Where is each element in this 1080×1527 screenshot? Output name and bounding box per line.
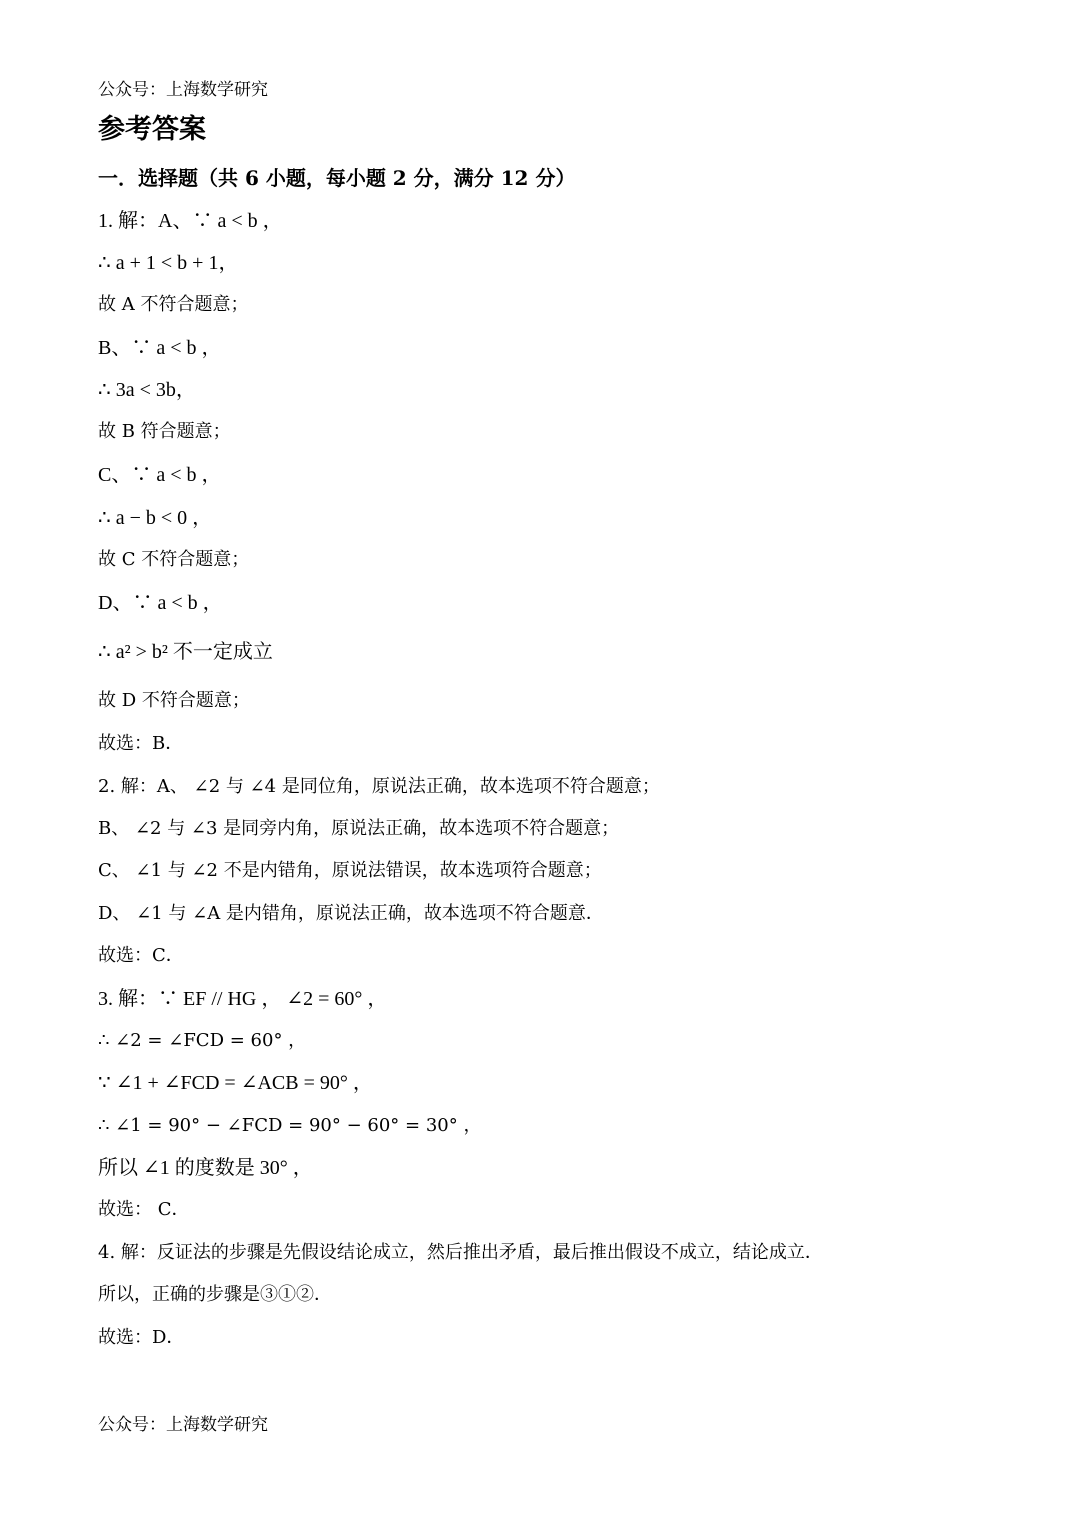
answer-line: 故选：B． [98,733,184,754]
answer-line: C、∵ a < b ， [98,464,222,486]
answer-line: ∴ ∠1 = 90° − ∠FCD = 90° − 60° = 30° ， [98,1115,482,1136]
page-header: 公众号：上海数学研究 [98,80,268,100]
answer-line: 所以 ∠1 的度数是 30° ， [98,1157,313,1179]
answer-line: B、∵ a < b ， [98,337,222,359]
answer-line: D、∵ a < b ， [98,592,223,614]
answer-line: 1. 解：A、∵ a < b ， [98,210,283,232]
answer-line: 故 D 不符合题意； [98,690,250,711]
answer-line: ∴ ∠2 = ∠FCD = 60° ， [98,1030,307,1051]
answer-line: D、 ∠1 与 ∠A 是内错角，原说法正确，故本选项不符合题意． [98,903,604,924]
answer-line: 故选：C． [98,945,184,966]
page-footer: 公众号：上海数学研究 [98,1415,268,1435]
answer-line: ∴ 3a < 3b， [98,379,196,401]
answer-line: ∴ a − b < 0 ， [98,507,213,529]
answer-line: C、 ∠1 与 ∠2 不是内错角，原说法错误，故本选项符合题意； [98,860,602,881]
answer-line: 故选：D． [98,1327,185,1348]
answer-line: ∴ a² > b² 不一定成立 [98,641,273,663]
answer-line: 3. 解：∵ EF // HG ， ∠2 = 60° ， [98,988,388,1010]
answer-line: 故 A 不符合题意； [98,294,249,315]
answer-line: 所以，正确的步骤是③①②． [98,1284,332,1305]
section-heading: 一．选择题（共 6 小题，每小题 2 分，满分 12 分） [98,166,576,190]
answer-line: B、 ∠2 与 ∠3 是同旁内角，原说法正确，故本选项不符合题意； [98,818,620,839]
answer-line: 2. 解：A、 ∠2 与 ∠4 是同位角，原说法正确，故本选项不符合题意； [98,776,660,797]
answer-line: 故 B 符合题意； [98,421,231,442]
page-title: 参考答案 [98,114,206,145]
answer-line: 故 C 不符合题意； [98,549,250,570]
answer-line: ∵ ∠1 + ∠FCD = ∠ACB = 90° ， [98,1072,373,1094]
answer-line: 故选： C． [98,1199,190,1220]
answer-line: 4. 解：反证法的步骤是先假设结论成立，然后推出矛盾，最后推出假设不成立，结论成立． [98,1242,823,1263]
answer-line: ∴ a + 1 < b + 1， [98,252,239,274]
